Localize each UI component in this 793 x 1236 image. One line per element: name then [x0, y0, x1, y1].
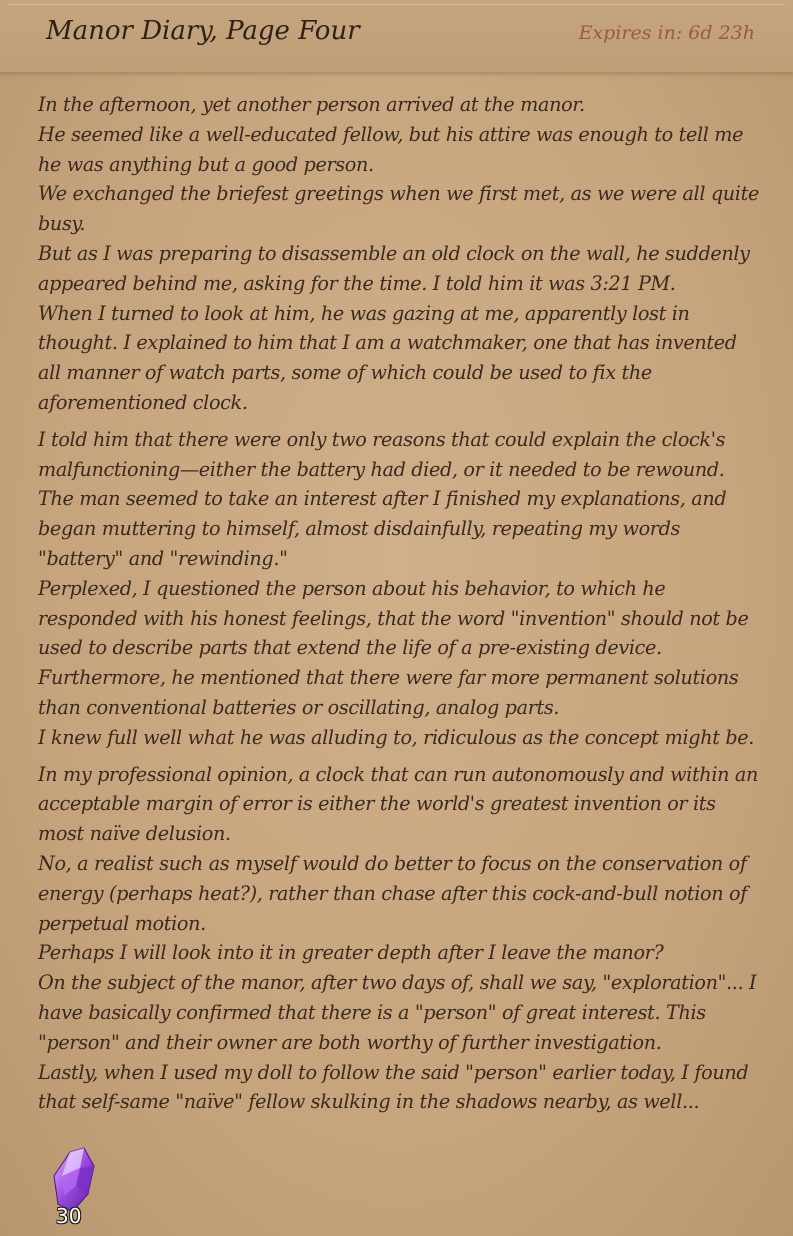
diary-line: No, a realist such as myself would do better to focus on the conservation of energy (perhaps heat?), rather than chase after this cock-and-bull notion of perpetual motion.	[38, 851, 747, 935]
diary-line: Furthermore, he mentioned that there were far more permanent solutions than conventional batteries or oscillating, analog parts.	[38, 666, 739, 719]
diary-line: I told him that there were only two reasons that could explain the clock's malfunctioning—either the battery had died, or it needed to be rewound.	[38, 427, 726, 481]
reward-count: 30	[56, 1204, 82, 1228]
expires-timer: Expires in: 6d 23h	[578, 22, 755, 44]
diary-line: I knew full well what he was alluding to, ridiculous as the concept might be.	[38, 725, 755, 749]
diary-line: We exchanged the briefest greetings when we first met, as we were all quite busy.	[38, 182, 759, 236]
diary-line: But as I was preparing to disassemble an old clock on the wall, he suddenly appeared behind me, asking for the time. I told him it was 3:21 PM.	[38, 241, 750, 295]
diary-line: Lastly, when I used my doll to follow the said "person" earlier today, I found that self-same "naïve" fellow skulking in the shadows nearby, as well...	[38, 1060, 749, 1114]
page-title: Manor Diary, Page Four	[46, 16, 360, 46]
diary-line: On the subject of the manor, after two days of, shall we say, "exploration"... I have basically confirmed that there is a "person" of great interest. This "person" and their owner are both worthy of further investigation.	[38, 971, 757, 1054]
diary-text	[38, 90, 760, 1117]
diary-line: In the afternoon, yet another person arrived at the manor.	[38, 93, 585, 116]
diary-line: The man seemed to take an interest after I finished my explanations, and began muttering to himself, almost disdainfully, repeating my words "battery" and "rewinding."	[38, 487, 727, 570]
header-bar	[0, 0, 793, 72]
diary-line: Perplexed, I questioned the person about his behavior, to which he responded with his honest feelings, that the word "invention" should not be used to describe parts that extend the life of a pre-existing device.	[38, 576, 749, 660]
diary-line: Perhaps I will look into it in greater depth after I leave the manor?	[38, 941, 664, 965]
diary-line: In my professional opinion, a clock that can run autonomously and within an acceptable margin of error is either the world's greatest invention or its most naïve delusion.	[38, 762, 758, 846]
diary-line: When I turned to look at him, he was gazing at me, apparently lost in thought. I explained to him that I am a watchmaker, one that has invented all manner of watch parts, some of which could be used to fix the aforementioned clock.	[38, 301, 737, 414]
diary-line: He seemed like a well-educated fellow, but his attire was enough to tell me he was anything but a good person.	[38, 122, 744, 176]
